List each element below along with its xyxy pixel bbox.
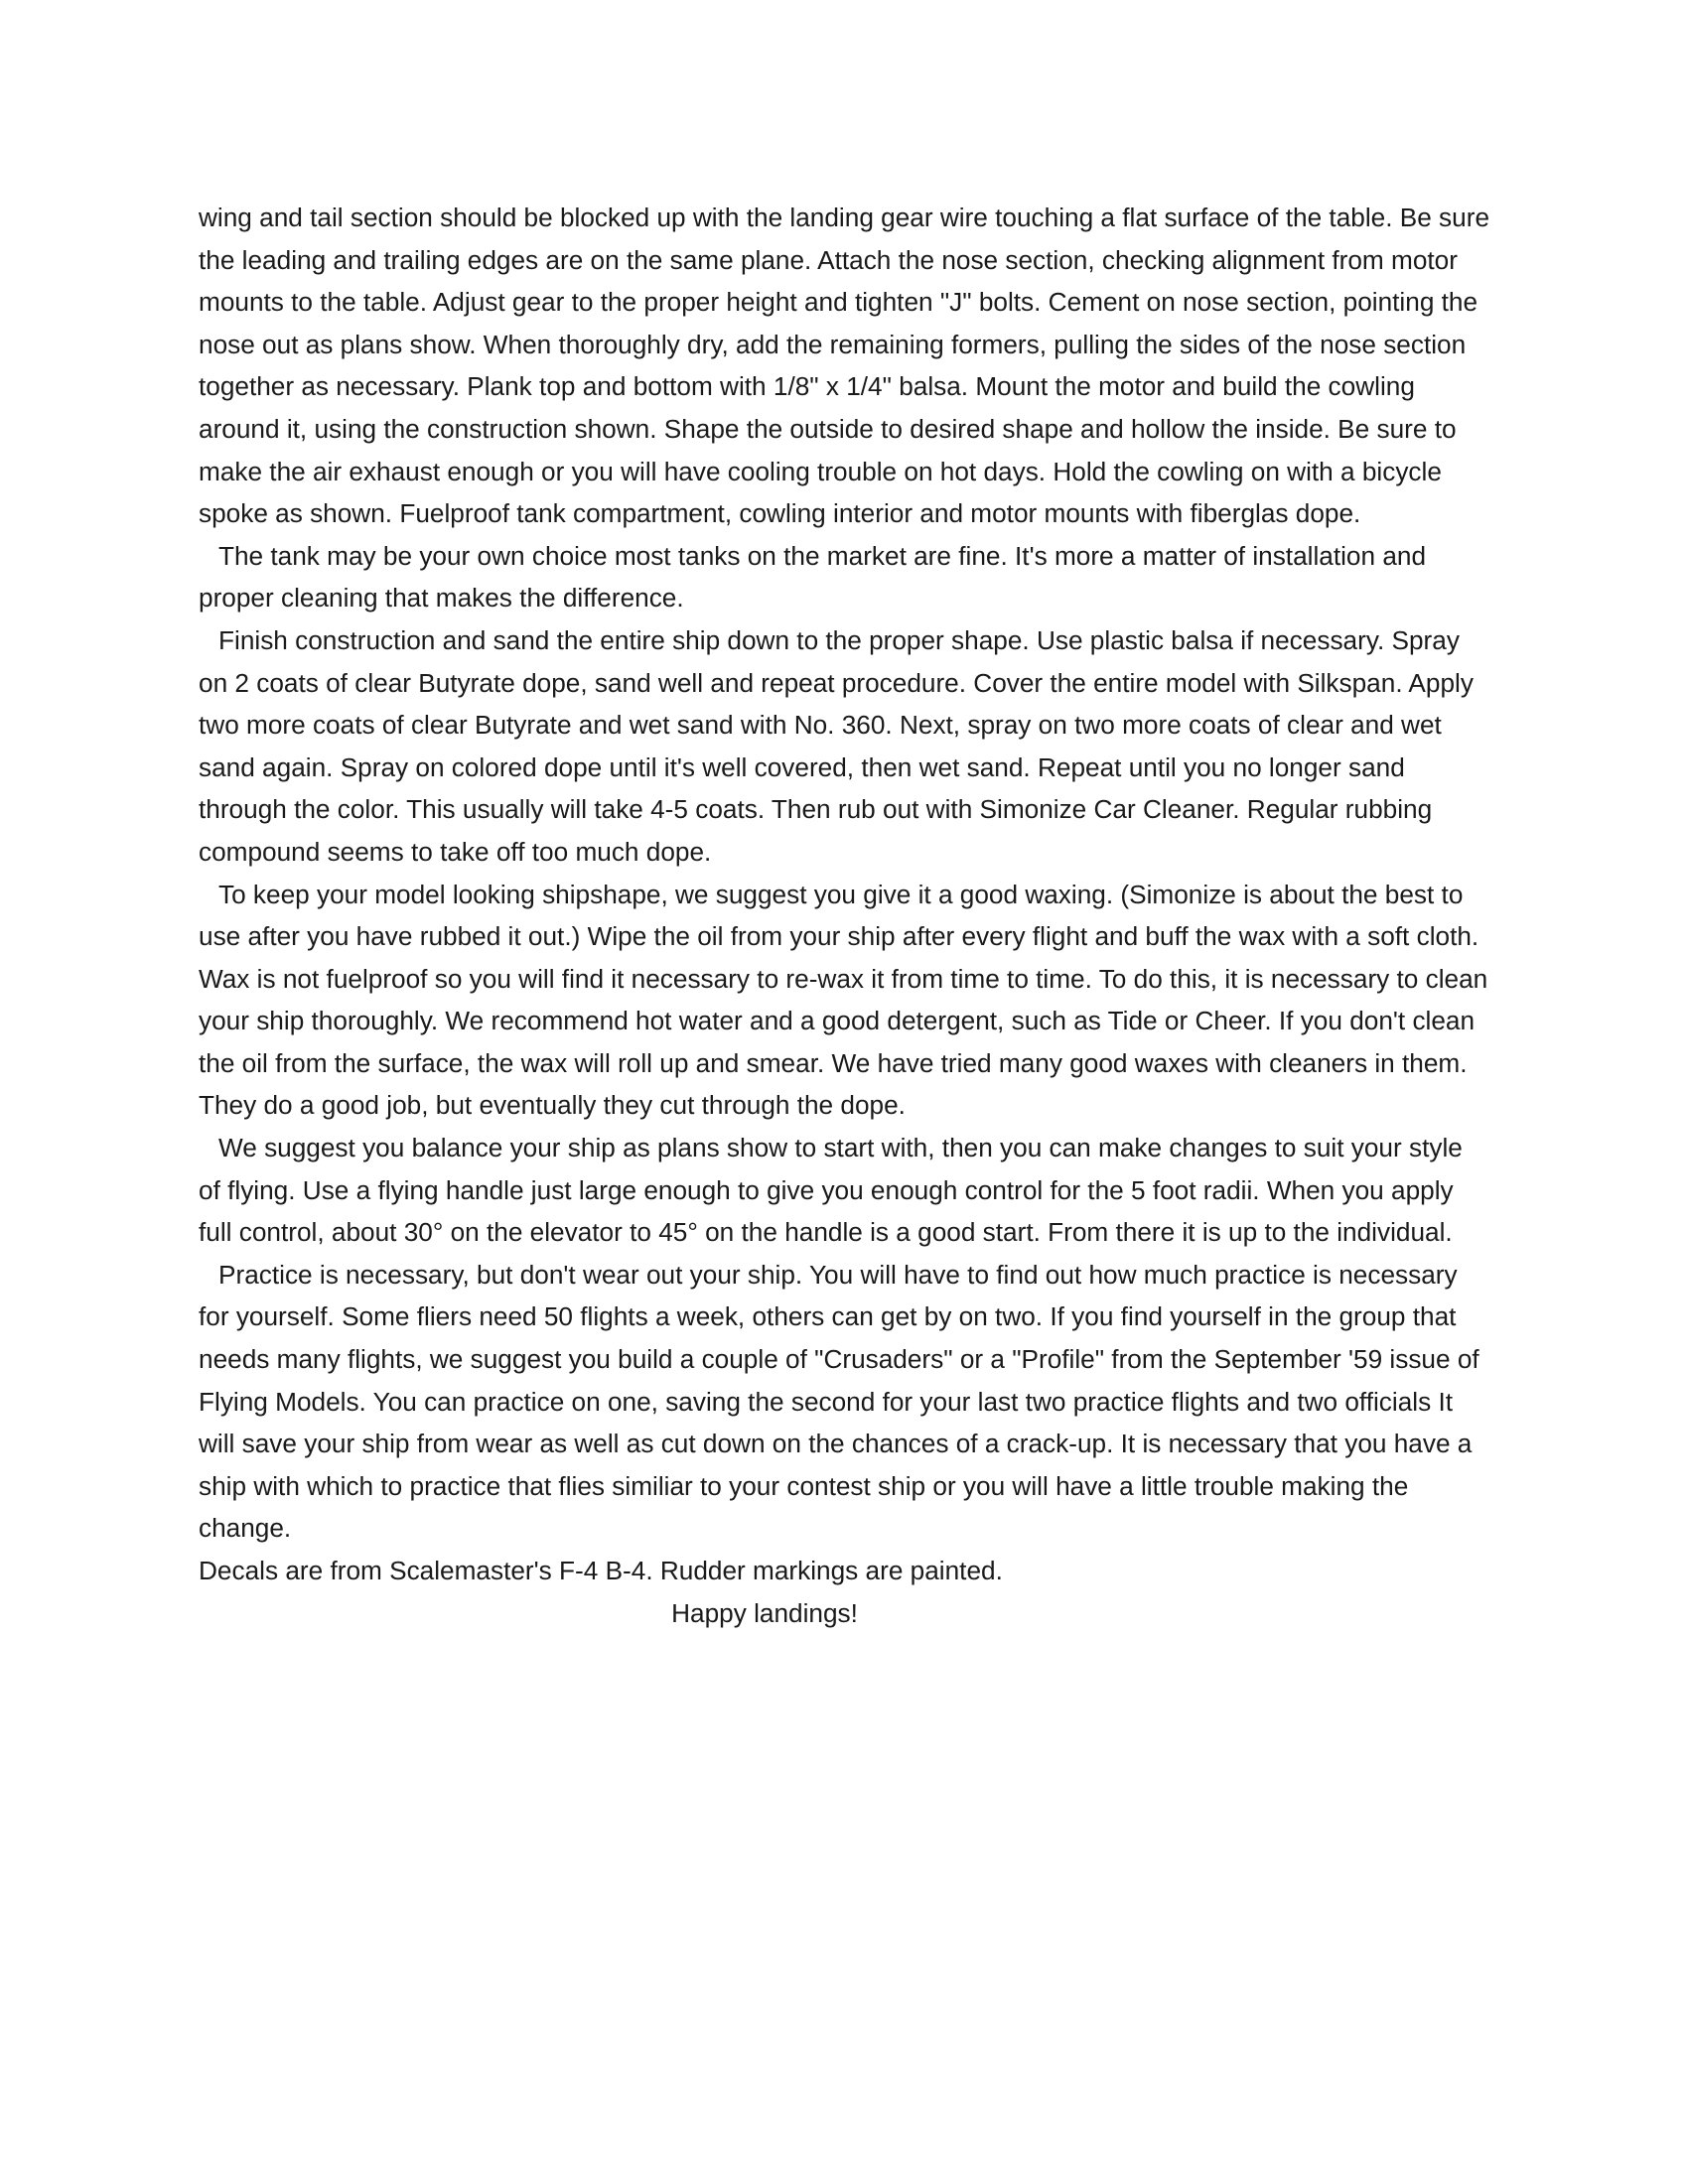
paragraph-balance: We suggest you balance your ship as plans show to start with, then you can make changes to suit your style of flying. Use a flying handle just large enough to give you enough control for the 5 foot radii. When you apply full control, about 30° on the elevator to 45° on the handle is a good start. From there it is up to the individual. [199, 1133, 1463, 1248]
body-text [199, 197, 1489, 1634]
closing-line: Happy landings! [671, 1597, 858, 1628]
paragraph-practice: Practice is necessary, but don't wear out your ship. You will have to find out how much practice is necessary for yourself. Some fliers need 50 flights a week, others can get by on two. If you find yourself in the group that needs many flights, we suggest you build a couple of "Crusaders" or a "Profile" from the September '59 issue of Flying Models. You can practice on one, saving the second for your last two practice flights and two officials It will save your ship from wear as well as cut down on the chances of a crack-up. It is necessary that you have a ship with which to practice that flies similiar to your contest ship or you will have a little trouble making the change. [199, 1259, 1479, 1544]
paragraph-assembly: wing and tail section should be blocked up with the landing gear wire touching a flat surface of the table. Be sure the leading and trailing edges are on the same plane. Attach the nose section, checking alignment from motor mounts to the table. Adjust gear to the proper height and tighten "J" bolts. Cement on nose section, pointing the nose out as plans show. When thoroughly dry, add the remaining formers, pulling the sides of the nose section together as necessary. Plank top and bottom with 1/8" x 1/4" balsa. Mount the motor and build the cowling around it, using the construction shown. Shape the outside to desired shape and hollow the inside. Be sure to make the air exhaust enough or you will have cooling trouble on hot days. Hold the cowling on with a bicycle spoke as shown. Fuelproof tank compartment, cowling interior and motor mounts with fiberglas dope. [199, 203, 1490, 529]
paragraph-decals: Decals are from Scalemaster's F-4 B-4. Rudder markings are painted. [199, 1556, 1003, 1585]
paragraph-tank: The tank may be your own choice most tanks on the market are fine. It's more a matter of installation and proper cleaning that makes the difference. [199, 540, 1427, 614]
paragraph-finishing: Finish construction and sand the entire ship down to the proper shape. Use plastic balsa if necessary. Spray on 2 coats of clear Butyrate dope, sand well and repeat procedure. Cover the entire model with Silkspan. Apply two more coats of clear Butyrate and wet sand with No. 360. Next, spray on two more coats of clear and wet sand again. Spray on colored dope until it's well covered, then wet sand. Repeat until you no longer sand through the color. This usually will take 4-5 coats. Then rub out with Simonize Car Cleaner. Regular rubbing compound seems to take off too much dope. [199, 624, 1474, 867]
paragraph-waxing: To keep your model looking shipshape, we suggest you give it a good waxing. (Simonize is about the best to use after you have rubbed it out.) Wipe the oil from your ship after every flight and buff the wax with a soft cloth. Wax is not fuelproof so you will find it necessary to re-wax it from time to time. To do this, it is necessary to clean your ship thoroughly. We recommend hot water and a good detergent, such as Tide or Cheer. If you don't clean the oil from the surface, the wax will roll up and smear. We have tried many good waxes with cleaners in them. They do a good job, but eventually they cut through the dope. [199, 879, 1488, 1121]
